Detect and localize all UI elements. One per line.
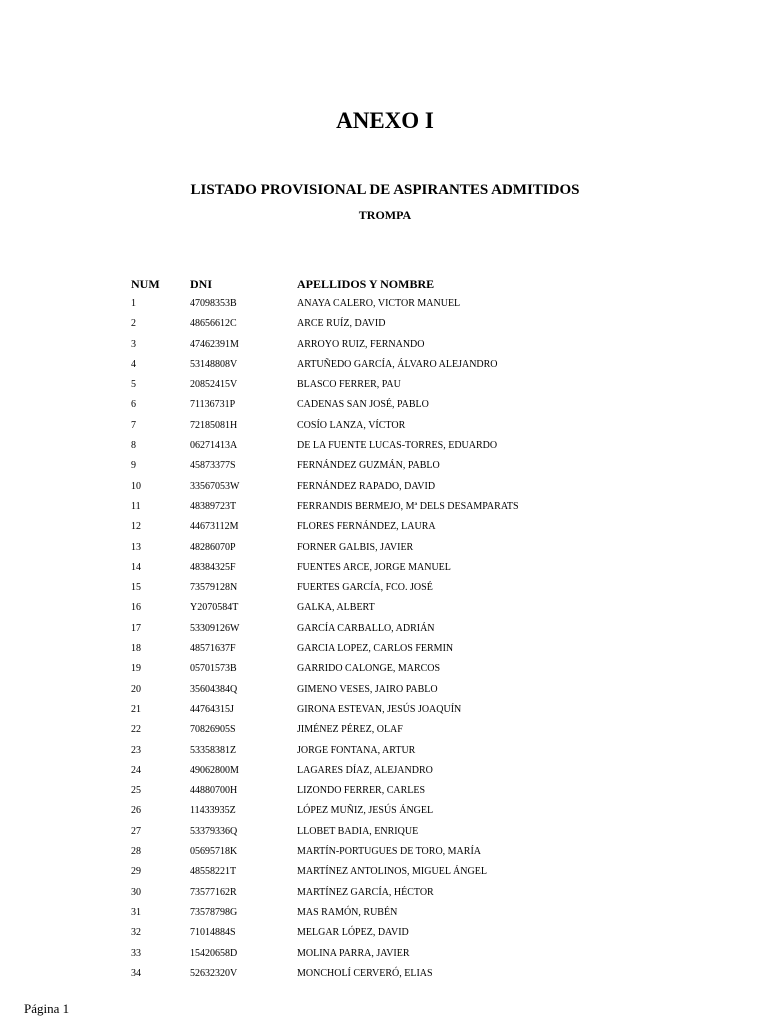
header-dni: DNI [190,277,213,291]
row-num: 20 [131,683,141,695]
row-name: ARTUÑEDO GARCÍA, ÁLVARO ALEJANDRO [297,358,498,370]
table-row [0,927,770,947]
row-dni: 05695718K [190,846,238,858]
row-num: 23 [131,744,141,756]
table-row [0,562,770,582]
row-name: MARTÍNEZ GARCÍA, HÉCTOR [297,886,434,898]
row-num: 19 [131,663,141,675]
table-row [0,968,770,988]
row-num: 12 [131,521,141,533]
row-name: FUERTES GARCÍA, FCO. JOSÉ [297,582,433,594]
row-dni: 53358381Z [190,744,237,756]
row-name: CADENAS SAN JOSÉ, PABLO [297,399,429,411]
row-name: ANAYA CALERO, VICTOR MANUEL [297,298,461,309]
row-dni: 73577162R [190,886,237,898]
document-title: ANEXO I [336,108,434,133]
table-row [0,846,770,866]
row-name: MONCHOLÍ CERVERÓ, ELIAS [297,967,433,979]
row-num: 15 [131,582,141,594]
page-number: Página 1 [24,1001,70,1016]
row-name: FERNÁNDEZ RAPADO, DAVID [297,480,436,492]
row-num: 14 [131,561,141,573]
row-num: 9 [131,460,136,472]
header-num: NUM [131,277,160,291]
table-row [0,623,770,643]
row-dni: 05701573B [190,663,237,675]
row-name: GARCÍA CARBALLO, ADRIÁN [297,622,435,634]
row-num: 4 [131,358,136,370]
table-row [0,887,770,907]
row-dni: 71136731P [190,399,236,411]
row-dni: 47098353B [190,298,237,309]
table-row [0,440,770,460]
row-num: 27 [131,825,141,837]
header-name: APELLIDOS Y NOMBRE [297,277,435,291]
table-row [0,501,770,521]
row-name: FLORES FERNÁNDEZ, LAURA [297,521,436,533]
table-row [0,643,770,663]
row-name: FERNÁNDEZ GUZMÁN, PABLO [297,460,440,472]
row-dni: 06271413A [190,440,238,452]
row-name: GARRIDO CALONGE, MARCOS [297,663,441,675]
row-num: 7 [131,419,136,431]
row-dni: 47462391M [190,338,239,350]
table-row [0,765,770,785]
row-num: 11 [131,500,141,512]
row-num: 18 [131,643,141,655]
table-row [0,602,770,622]
row-dni: 73579128N [190,582,238,594]
table-row [0,379,770,399]
table-row [0,663,770,683]
row-dni: 71014884S [190,927,236,939]
row-dni: 11433935Z [190,805,236,817]
row-dni: Y2070584T [190,602,239,614]
row-name: LÓPEZ MUÑIZ, JESÚS ÁNGEL [297,805,434,817]
row-name: GARCIA LOPEZ, CARLOS FERMIN [297,643,454,655]
row-num: 6 [131,399,136,411]
row-name: GALKA, ALBERT [297,602,375,614]
row-num: 2 [131,318,136,330]
row-dni: 15420658D [190,947,238,959]
row-dni: 48656612C [190,318,237,330]
table-row [0,359,770,379]
table-row [0,948,770,968]
row-num: 22 [131,724,141,736]
row-dni: 20852415V [190,379,238,391]
row-name: MOLINA PARRA, JAVIER [297,947,410,959]
row-name: LAGARES DÍAZ, ALEJANDRO [297,764,433,776]
row-dni: 48384325F [190,561,236,573]
row-name: GIRONA ESTEVAN, JESÚS JOAQUÍN [297,703,462,715]
row-name: BLASCO FERRER, PAU [297,379,401,391]
table-row [0,399,770,419]
row-num: 32 [131,927,141,939]
row-num: 10 [131,480,141,492]
table-row [0,745,770,765]
row-num: 13 [131,541,141,553]
table-row [0,805,770,825]
row-name: MARTÍNEZ ANTOLINOS, MIGUEL ÁNGEL [297,866,487,878]
row-name: ARROYO RUIZ, FERNANDO [297,338,425,350]
table-row [0,481,770,501]
row-dni: 45873377S [190,460,236,472]
table-row [0,866,770,886]
table-row [0,785,770,805]
row-num: 8 [131,440,136,452]
table-row [0,704,770,724]
row-name: LLOBET BADIA, ENRIQUE [297,825,419,837]
row-num: 31 [131,906,141,918]
row-num: 21 [131,703,141,715]
row-num: 29 [131,866,141,878]
row-dni: 49062800M [190,764,239,776]
row-dni: 44764315J [190,703,234,715]
row-dni: 48389723T [190,500,237,512]
row-num: 28 [131,846,141,858]
table-row [0,907,770,927]
row-name: DE LA FUENTE LUCAS-TORRES, EDUARDO [297,440,498,452]
row-num: 30 [131,886,141,898]
row-dni: 35604384Q [190,683,238,695]
row-dni: 33567053W [190,480,240,492]
row-num: 3 [131,338,136,350]
row-num: 26 [131,805,141,817]
row-num: 5 [131,379,136,391]
row-dni: 70826905S [190,724,236,736]
row-dni: 72185081H [190,419,238,431]
row-num: 34 [131,967,141,979]
document-subtitle: LISTADO PROVISIONAL DE ASPIRANTES ADMITIDOS [190,182,580,198]
row-dni: 48571637F [190,643,236,655]
table-row [0,318,770,338]
row-name: MARTÍN-PORTUGUES DE TORO, MARÍA [297,846,481,858]
table-row [0,420,770,440]
table-row [0,724,770,744]
row-dni: 48558221T [190,866,237,878]
row-name: MAS RAMÓN, RUBÉN [297,906,398,918]
row-name: JIMÉNEZ PÉREZ, OLAF [297,724,403,736]
row-num: 16 [131,602,141,614]
table-row [0,339,770,359]
row-num: 24 [131,764,141,776]
table-row [0,684,770,704]
row-name: FUENTES ARCE, JORGE MANUEL [297,561,451,573]
row-dni: 44673112M [190,521,239,533]
row-dni: 53148808V [190,358,238,370]
row-name: ARCE RUÍZ, DAVID [297,318,386,330]
specialty-label: TROMPA [358,208,412,222]
row-num: 17 [131,622,141,634]
row-dni: 44880700H [190,785,238,797]
table-row [0,582,770,602]
table-header [0,277,770,293]
row-name: JORGE FONTANA, ARTUR [297,744,416,756]
row-dni: 52632320V [190,967,238,979]
row-num: 1 [131,298,136,309]
row-name: LIZONDO FERRER, CARLES [297,785,426,797]
table-row [0,298,770,318]
table-row [0,826,770,846]
row-num: 25 [131,785,141,797]
row-dni: 53309126W [190,622,240,634]
table-row [0,460,770,480]
row-name: GIMENO VESES, JAIRO PABLO [297,683,438,695]
row-name: FERRANDIS BERMEJO, Mª DELS DESAMPARATS [297,500,519,512]
row-dni: 73578798G [190,906,238,918]
row-name: FORNER GALBIS, JAVIER [297,541,414,553]
row-num: 33 [131,947,141,959]
applicants-table-body [0,298,770,988]
row-dni: 53379336Q [190,825,238,837]
table-row [0,542,770,562]
row-dni: 48286070P [190,541,236,553]
row-name: COSÍO LANZA, VÍCTOR [297,419,406,431]
row-name: MELGAR LÓPEZ, DAVID [297,927,409,939]
table-row [0,521,770,541]
